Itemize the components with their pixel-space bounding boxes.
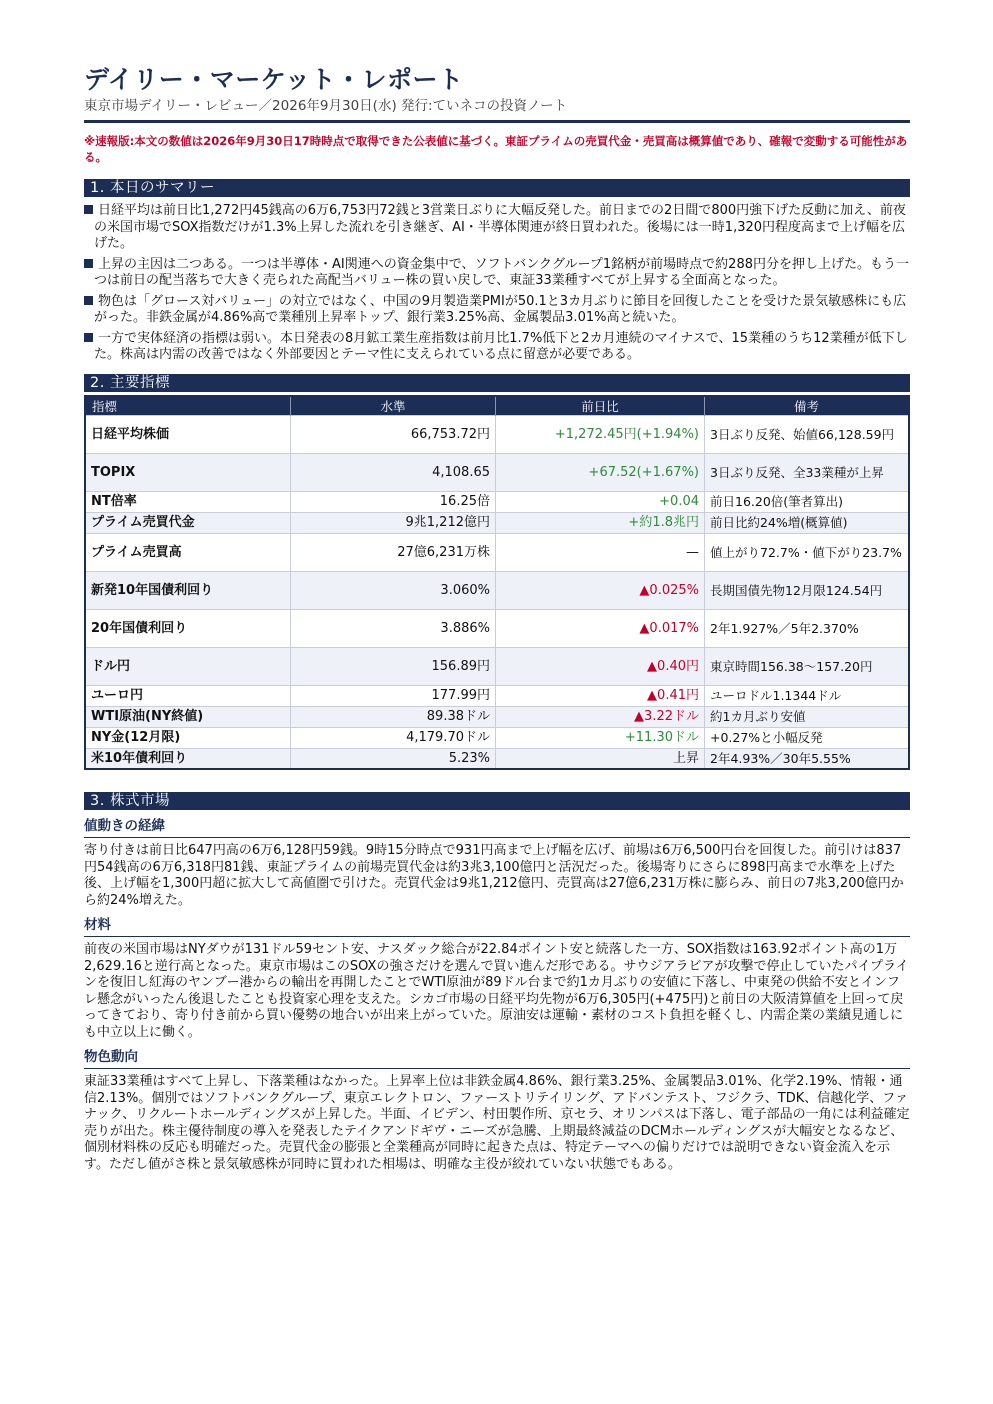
indicator-name-cell: プライム売買高: [85, 533, 291, 571]
column-header: 備考: [705, 396, 910, 416]
title-rule: [84, 120, 910, 123]
indicator-note-cell: 東京時間156.38〜157.20円: [705, 647, 910, 685]
summary-item: 一方で実体経済の指標は弱い。本日発表の8月鉱工業生産指数は前月比1.7%低下と2カ月連続のマイナスで、15業種のうち12業種が低下した。株高は内需の改善ではなく外部要因とテーマ性に支えられている点に留意が必要である。: [84, 331, 910, 364]
indicator-note-cell: 約1カ月ぶり安値: [705, 706, 910, 727]
report-page: [84, 64, 910, 1179]
indicator-level-cell: 3.886%: [291, 609, 496, 647]
indicator-name-cell: ユーロ円: [85, 685, 291, 706]
table-row: [85, 727, 909, 748]
indicator-change-cell: ▲0.017%: [496, 609, 705, 647]
indicator-level-cell: 89.38ドル: [291, 706, 496, 727]
table-row: [85, 748, 909, 769]
section-heading-summary: 1. 本日のサマリー: [84, 179, 910, 197]
indicator-name-cell: プライム売買代金: [85, 512, 291, 533]
indicator-name-cell: NY金(12月限): [85, 727, 291, 748]
preliminary-notice: ※速報版:本文の数値は2026年9月30日17時時点で取得できた公表値に基づく。東証プライムの売買代金・売買高は概算値であり、確報で変動する可能性がある。: [84, 134, 908, 164]
column-header: 指標: [85, 396, 291, 416]
table-row: [85, 491, 909, 512]
indicator-note-cell: 前日16.20倍(筆者算出): [705, 491, 910, 512]
column-header: 水準: [291, 396, 496, 416]
table-row: [85, 685, 909, 706]
indicator-level-cell: 156.89円: [291, 647, 496, 685]
indicators-table: [84, 395, 910, 771]
indicator-note-cell: 3日ぶり反発、全33業種が上昇: [705, 453, 910, 491]
indicator-name-cell: 日経平均株価: [85, 415, 291, 453]
subsection-title: 材料: [84, 915, 910, 937]
section-heading-indicators: 2. 主要指標: [84, 374, 910, 392]
summary-item: 物色は「グロース対バリュー」の対立ではなく、中国の9月製造業PMIが50.1と3カ月ぶりに節目を回復したことを受けた景気敏感株にも広がった。非鉄金属が4.86%高で業種別上昇率トップ、銀行業3.25%高、金属製品3.01%高と続いた。: [84, 294, 910, 327]
square-bullet-icon: [84, 205, 93, 214]
indicator-change-cell: ▲0.025%: [496, 571, 705, 609]
indicator-change-cell: +0.04: [496, 491, 705, 512]
subsection-title: 値動きの経緯: [84, 816, 910, 838]
indicator-name-cell: TOPIX: [85, 453, 291, 491]
section-heading-stock-market: 3. 株式市場: [84, 792, 910, 810]
subsection-title: 物色動向: [84, 1047, 910, 1069]
indicator-name-cell: 新発10年国債利回り: [85, 571, 291, 609]
table-row: [85, 706, 909, 727]
summary-item: 上昇の主因は二つある。一つは半導体・AI関連への資金集中で、ソフトバンクグループ1銘柄が前場時点で約288円分を押し上げた。もう一つは前日の配当落ちで大きく売られた高配当バリュー株の買い戻しで、東証33業種すべてが上昇する全面高となった。: [84, 257, 910, 290]
indicator-level-cell: 3.060%: [291, 571, 496, 609]
square-bullet-icon: [84, 296, 93, 305]
indicator-note-cell: 2年1.927%／5年2.370%: [705, 609, 910, 647]
indicator-change-cell: ▲3.22ドル: [496, 706, 705, 727]
indicator-level-cell: 16.25倍: [291, 491, 496, 512]
indicator-change-cell: ▲0.41円: [496, 685, 705, 706]
indicator-level-cell: 9兆1,212億円: [291, 512, 496, 533]
table-row: [85, 453, 909, 491]
indicator-name-cell: 20年国債利回り: [85, 609, 291, 647]
subsection-text: 東証33業種はすべて上昇し、下落業種はなかった。上昇率上位は非鉄金属4.86%、銀行業3.25%、金属製品3.01%、化学2.19%、情報・通信2.13%。個別ではソフトバンクグループ、東京エレクトロン、ファーストリテイリング、アドバンテスト、フジクラ、TDK、信越化学、ファナック、リクルートホールディングスが上昇した。半面、イビデン、村田製作所、京セラ、オリンパスは下落し、電子部品の一角には利益確定売りが出た。株主優待制度の導入を発表したテイクアンドギヴ・ニーズが急騰、上期最終減益のDCMホールディングスが大幅安となるなど、個別材料株の反応も明確だった。売買代金の膨張と全業種高が同時に起きた点は、特定テーマへの偏りだけでは説明できない資金流入を示す。ただし値がさ株と景気敏感株が同時に買われた相場は、明確な主役が絞れていない状態でもある。: [84, 1074, 910, 1172]
indicator-change-cell: 上昇: [496, 748, 705, 769]
indicator-note-cell: 3日ぶり反発、始値66,128.59円: [705, 415, 910, 453]
indicator-name-cell: NT倍率: [85, 491, 291, 512]
table-row: [85, 647, 909, 685]
indicator-level-cell: 4,108.65: [291, 453, 496, 491]
indicator-change-cell: +11.30ドル: [496, 727, 705, 748]
indicator-name-cell: 米10年債利回り: [85, 748, 291, 769]
table-header-row: [85, 396, 909, 416]
square-bullet-icon: [84, 333, 93, 342]
indicator-note-cell: 値上がり72.7%・値下がり23.7%: [705, 533, 910, 571]
indicator-change-cell: +約1.8兆円: [496, 512, 705, 533]
page-title: デイリー・マーケット・レポート: [84, 65, 464, 94]
subsection-text: 前夜の米国市場はNYダウが131ドル59セント安、ナスダック総合が22.84ポイント安と続落した一方、SOX指数は163.92ポイント高の1万2,629.16と逆行高となった。東京市場はこのSOXの強さだけを選んで買い進んだ形である。サウジアラビアが攻撃で停止していたパイプラインを復旧し紅海のヤンブー港からの輸出を再開したことでWTI原油が89ドル台まで約1カ月ぶりの安値に下落し、中東発の供給不安とインフレ懸念がいったん後退したことも投資家心理を支えた。シカゴ市場の日経平均先物が6万6,305円(+475円)と前日の大阪清算値を上回って戻ってきており、寄り付き前から買い優勢の地合いが出来上がっていた。原油安は運輸・素材のコスト負担を軽くし、内需企業の業績見通しにも中立以上に働く。: [84, 942, 909, 1040]
indicator-change-cell: +1,272.45円(+1.94%): [496, 415, 705, 453]
table-row: [85, 571, 909, 609]
table-row: [85, 512, 909, 533]
indicator-note-cell: 2年4.93%／30年5.55%: [705, 748, 910, 769]
square-bullet-icon: [84, 259, 93, 268]
table-row: [85, 533, 909, 571]
indicator-level-cell: 27億6,231万株: [291, 533, 496, 571]
indicator-name-cell: WTI原油(NY終値): [85, 706, 291, 727]
indicator-change-cell: ▲0.40円: [496, 647, 705, 685]
indicator-note-cell: 前日比約24%増(概算値): [705, 512, 910, 533]
page-subtitle: 東京市場デイリー・レビュー／2026年9月30日(水) 発行:ていネコの投資ノート: [84, 98, 568, 114]
table-row: [85, 609, 909, 647]
summary-list: [84, 203, 910, 364]
indicator-note-cell: +0.27%と小幅反発: [705, 727, 910, 748]
indicator-change-cell: +67.52(+1.67%): [496, 453, 705, 491]
indicators-table-body: [85, 415, 909, 769]
column-header: 前日比: [496, 396, 705, 416]
indicator-level-cell: 4,179.70ドル: [291, 727, 496, 748]
indicator-level-cell: 5.23%: [291, 748, 496, 769]
indicator-note-cell: ユーロドル1.1344ドル: [705, 685, 910, 706]
indicator-level-cell: 177.99円: [291, 685, 496, 706]
subsection-text: 寄り付きは前日比647円高の6万6,128円59銭。9時15分時点で931円高まで上げ幅を広げ、前場は6万6,500円台を回復した。前引けは837円54銭高の6万6,318円81銭、東証プライムの前場売買代金は約3兆3,100億円と活況だった。後場寄りにさらに898円高まで水準を上げた後、上げ幅を1,300円超に拡大して高値圏で引けた。売買代金は9兆1,212億円、売買高は27億6,231万株に膨らみ、前日の7兆3,200億円から約24%増えた。: [84, 843, 904, 908]
indicator-name-cell: ドル円: [85, 647, 291, 685]
indicator-note-cell: 長期国債先物12月限124.54円: [705, 571, 910, 609]
summary-item: 日経平均は前日比1,272円45銭高の6万6,753円72銭と3営業日ぶりに大幅反発した。前日までの2日間で800円強下げた反動に加え、前夜の米国市場でSOX指数だけが1.3%上昇した流れを引き継ぎ、AI・半導体関連が終日買われた。後場には一時1,320円程度高まで上げ幅を広げた。: [84, 203, 910, 253]
indicator-change-cell: —: [496, 533, 705, 571]
table-row: [85, 415, 909, 453]
indicator-level-cell: 66,753.72円: [291, 415, 496, 453]
